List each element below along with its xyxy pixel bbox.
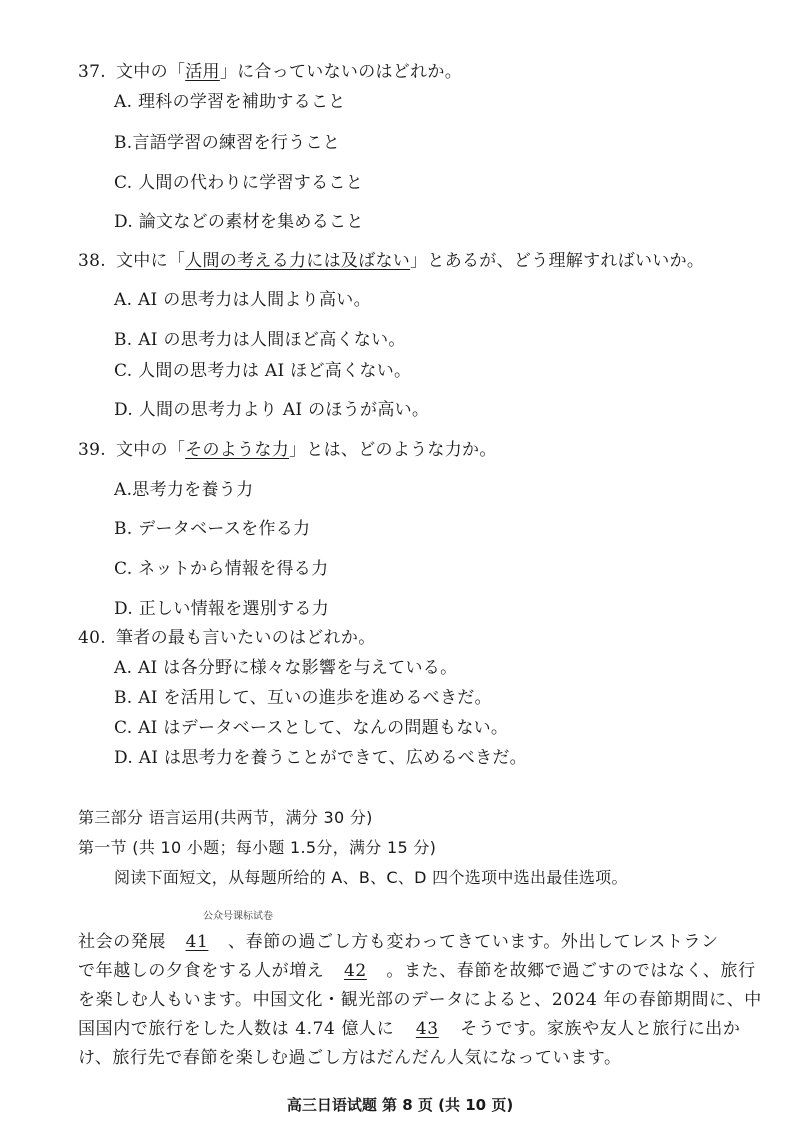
stem-text: 」に合っていないのはどれか。 [219, 62, 463, 82]
blank-41: 41 [185, 932, 209, 952]
stem-text: 文中の「 [116, 440, 186, 460]
passage-text: そうです。家族や友人と旅行に出か [460, 1019, 741, 1039]
passage-text: 。また、春節を故郷で過ごすのではなく、旅行 [386, 961, 756, 981]
quoted-phrase: 人間の考える力には及ばない [185, 251, 411, 271]
passage-text: で年越しの夕食をする人が増え [78, 961, 325, 981]
stem-text: 文中の「 [116, 62, 186, 82]
option-38-b: B. AI の思考力は人間ほど高くない。 [114, 330, 406, 350]
question-number: 37. [78, 62, 106, 82]
passage-line-1 [78, 930, 719, 954]
option-37-c: C. 人間の代わりに学習すること [114, 173, 364, 193]
option-37-d: D. 論文などの素材を集めること [114, 212, 364, 232]
option-37-a: A. 理科の学習を補助すること [114, 92, 346, 112]
stem-text: 文中に「 [116, 251, 186, 271]
option-38-d: D. 人間の思考力より AI のほうが高い。 [114, 400, 430, 420]
blank-42: 42 [343, 961, 367, 981]
option-39-a: A.思考力を養う力 [114, 480, 254, 500]
option-38-c: C. 人間の思考力は AI ほど高くない。 [114, 361, 412, 381]
instruction: 阅读下面短文，从每题所给的 A、B、C、D 四个选项中选出最佳选项。 [114, 868, 628, 887]
passage-line-3: を楽しむ人もいます。中国文化・観光部のデータによると、2024 年の春節期間に、中 [78, 990, 762, 1010]
blank-43: 43 [415, 1019, 439, 1039]
passage-line-4 [78, 1017, 741, 1041]
question-39-stem [78, 438, 497, 462]
question-38-stem [78, 249, 704, 273]
question-37-stem [78, 60, 462, 84]
option-39-d: D. 正しい情報を選別する力 [114, 599, 330, 619]
passage-text: 、春節の過ごし方も変わってきています。外出してレストラン [228, 932, 719, 952]
stem-text: 」とは、どのような力か。 [289, 440, 497, 460]
quoted-phrase: そのような力 [185, 440, 290, 460]
option-37-b: B.言語学習の練習を行うこと [114, 133, 341, 153]
watermark-note: 公众号课标试卷 [203, 911, 273, 922]
question-40-stem [78, 626, 376, 650]
stem-text: 」とあるが、どう理解すればいいか。 [410, 251, 705, 271]
option-40-d: D. AI は思考力を養うことができて、広めるべきだ。 [114, 748, 527, 768]
option-40-a: A. AI は各分野に様々な影響を与えている。 [114, 658, 458, 678]
option-40-c: C. AI はデータベースとして、なんの問題もない。 [114, 718, 509, 738]
option-40-b: B. AI を活用して、互いの進歩を進めるべきだ。 [114, 688, 492, 708]
question-number: 40. [78, 628, 106, 648]
option-38-a: A. AI の思考力は人間より高い。 [114, 290, 371, 310]
passage-line-2 [78, 959, 756, 983]
quoted-phrase: 活用 [185, 62, 220, 82]
question-number: 39. [78, 440, 106, 460]
page-footer: 高三日语试题 第 8 页 (共 10 页) [286, 1096, 514, 1114]
question-number: 38. [78, 251, 106, 271]
option-39-b: B. データベースを作る力 [114, 519, 311, 539]
stem-text: 筆者の最も言いたいのはどれか。 [116, 628, 376, 648]
passage-line-5: け、旅行先で春節を楽しむ過ごし方はだんだん人気になっています。 [78, 1048, 622, 1068]
option-39-c: C. ネットから情報を得る力 [114, 559, 329, 579]
passage-text: 国国内で旅行をした人数は 4.74 億人に [78, 1019, 395, 1039]
passage-text: 社会の発展 [78, 932, 166, 952]
part-title: 第三部分 语言运用(共两节，满分 30 分) [78, 808, 373, 827]
subsection-title: 第一节 (共 10 小题；每小题 1.5分，满分 15 分) [78, 838, 437, 857]
